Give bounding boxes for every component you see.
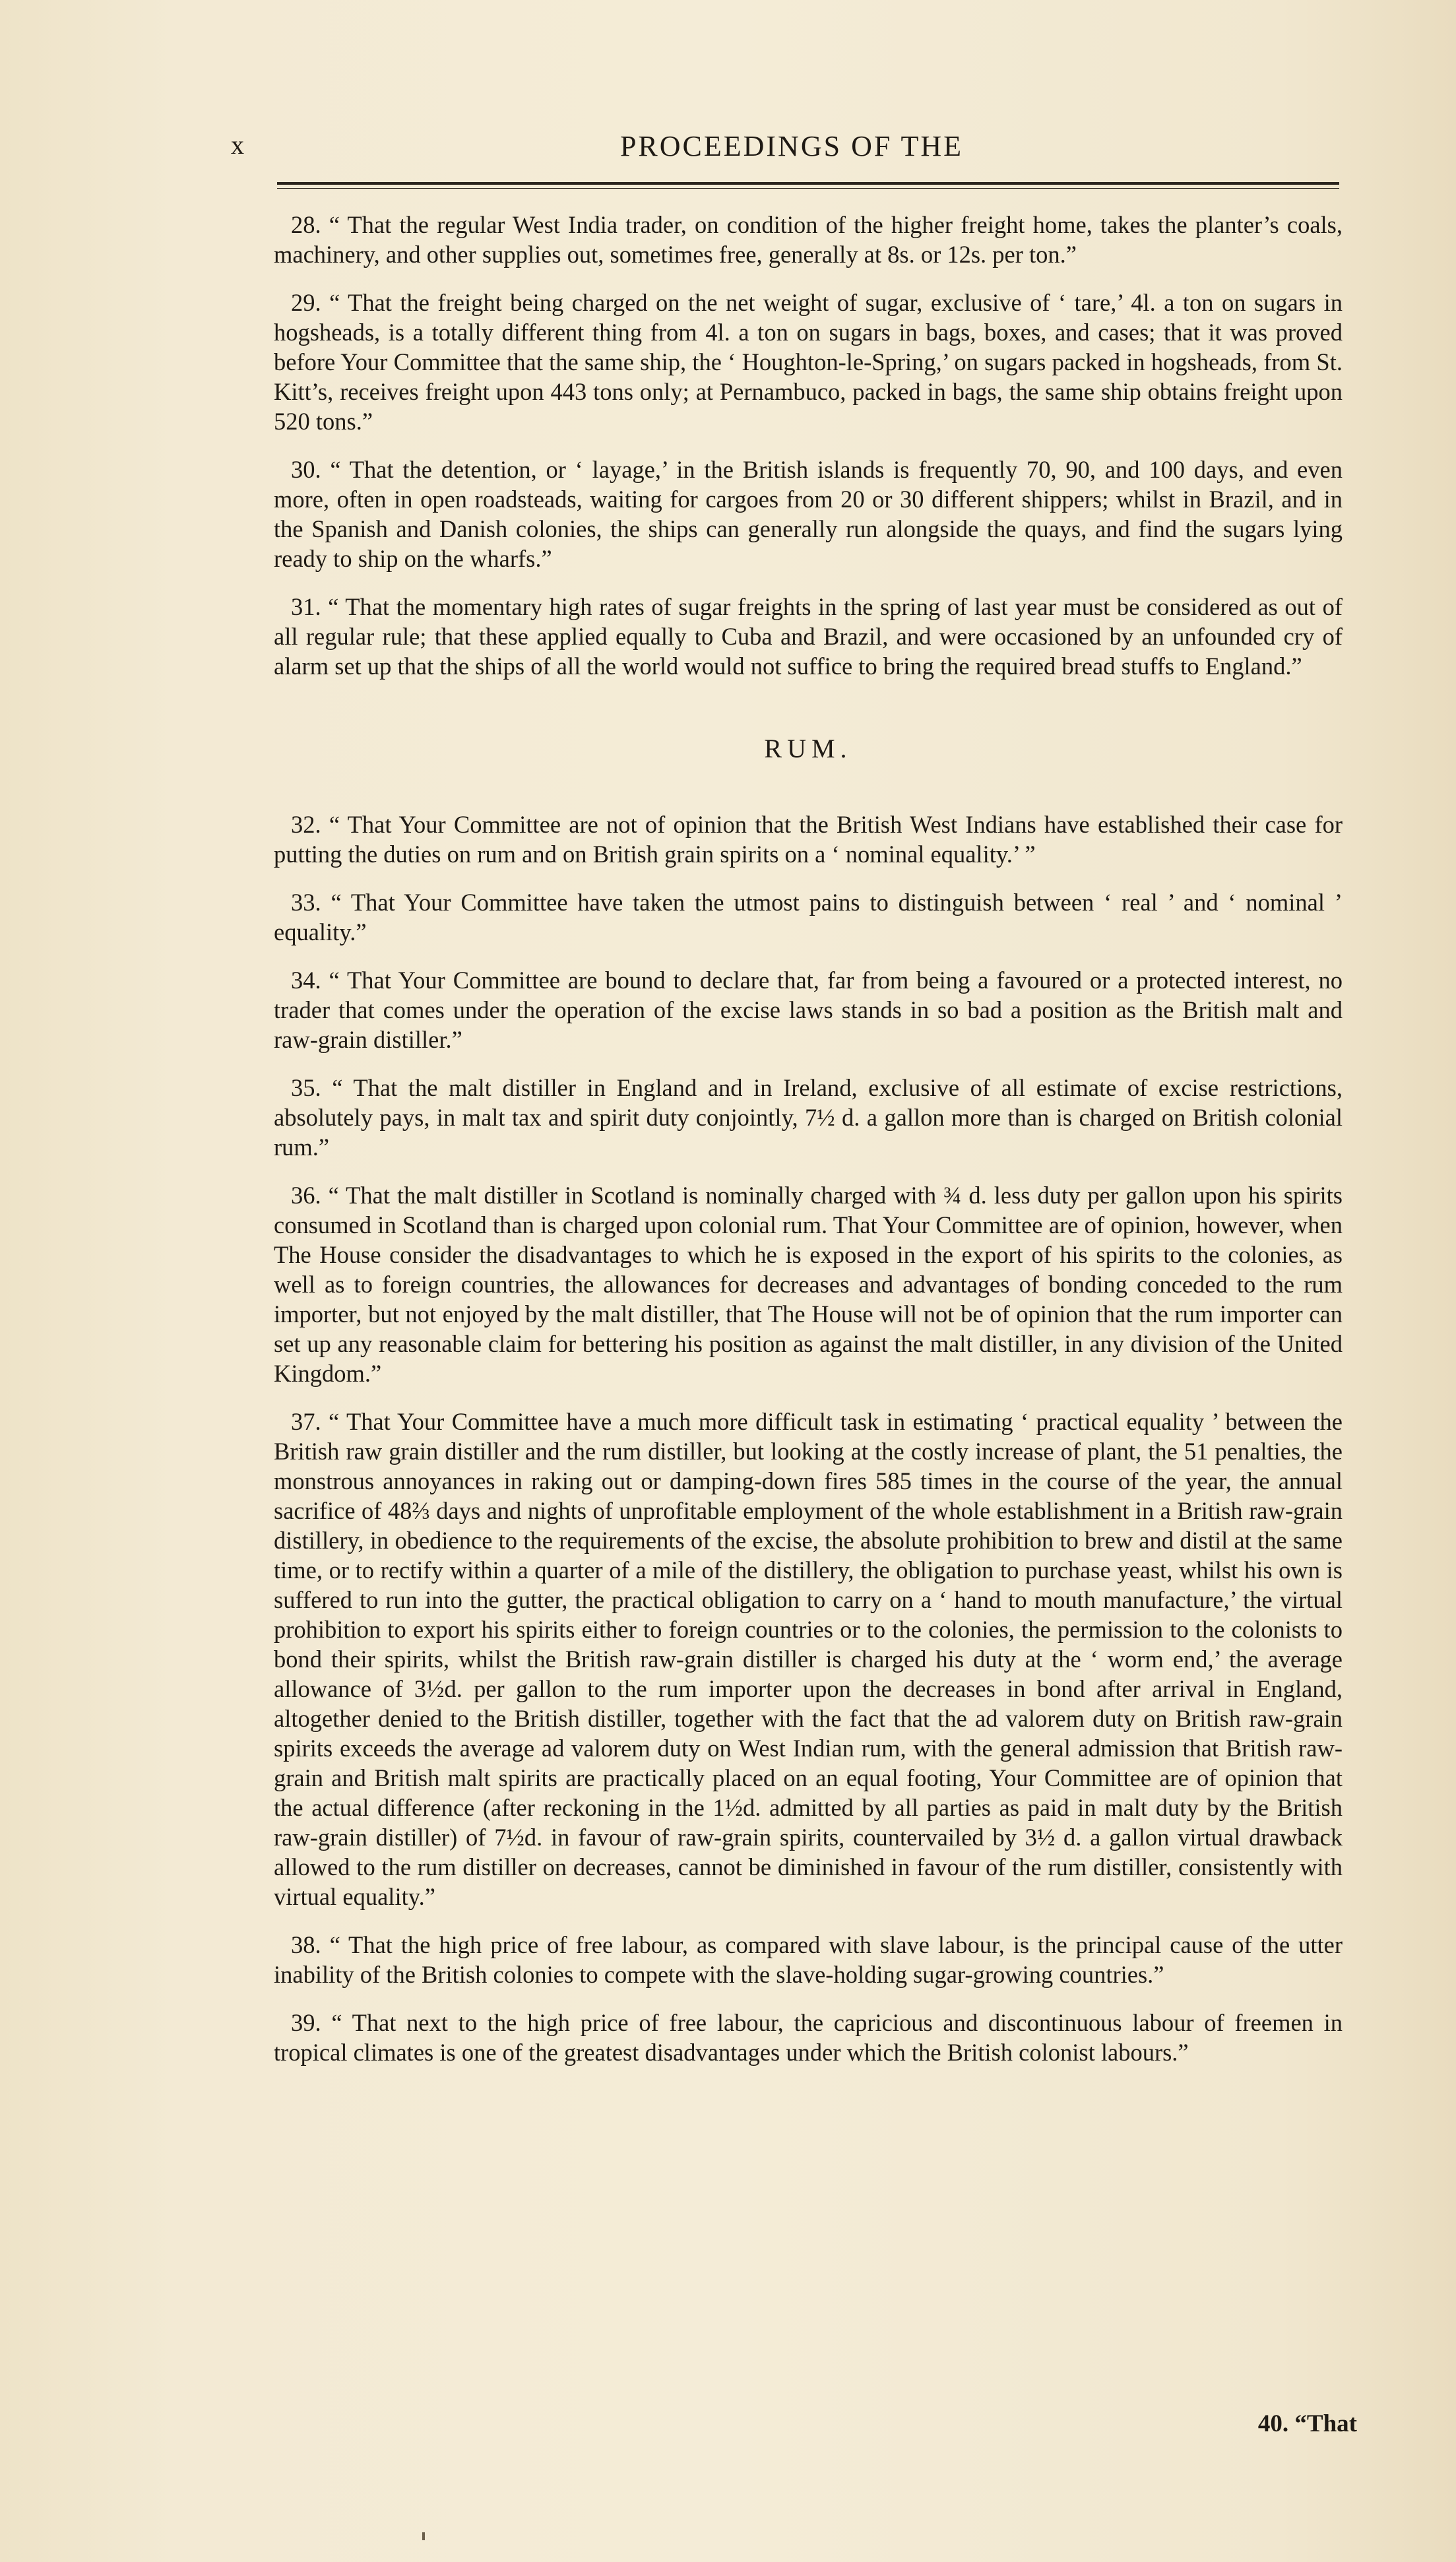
paragraph-29: 29. “ That the freight being charged on the net weight of sugar, exclusive of ‘ tare,’ 4l. a ton on sugars in hogsheads, is a totally different thing from 4l. a ton on sugars in bags, boxes, and cases; that it was proved before Your Committee that the same ship, the ‘ Houghton-le-Spring,’ on sugars packed in hogsheads, from St. Kitt’s, receives freight upon 443 tons only; at Pernambuco, packed in bags, the same ship obtains freight upon 520 tons.” (274, 289, 1343, 435)
running-head (231, 129, 1352, 176)
paragraph-33: 33. “ That Your Committee have taken the utmost pains to distinguish between ‘ real ’ and ‘ nominal ’ equality.” (274, 889, 1343, 945)
printer-mark (422, 2532, 425, 2540)
paragraph-30: 30. “ That the detention, or ‘ layage,’ in the British islands is frequently 70, 90, and 100 days, and even more, often in open roadsteads, waiting for cargoes from 20 or 30 different shippers; whilst in Brazil, and in the Spanish and Danish colonies, the ships can generally run alongside the quays, and find the sugars lying ready to ship on the wharfs.” (274, 456, 1343, 572)
paragraph-28: 28. “ That the regular West India trader, on condition of the higher freight home, takes the planter’s coals, machinery, and other supplies out, sometimes free, generally at 8s. or 12s. per ton.” (274, 211, 1343, 268)
paragraph-34: 34. “ That Your Committee are bound to declare that, far from being a favoured or a protected interest, no trader that comes under the operation of the excise laws stands in so bad a position as the British malt and raw-grain distiller.” (274, 967, 1343, 1053)
paragraph-39: 39. “ That next to the high price of free labour, the capricious and discontinuous labour of freemen in tropical climates is one of the greatest disadvantages under which the British colonist labours.” (274, 2009, 1343, 2066)
body-text (274, 210, 1343, 2086)
paragraph-36: 36. “ That the malt distiller in Scotland is nominally charged with ¾ d. less duty per gallon upon his spirits consumed in Scotland than is charged upon colonial rum. That Your Committee are of opinion, however, when The House consider the disadvantages to which he is exposed in the export of his spirits to the colonies, as well as to foreign countries, the allowances for decreases and advantages of bonding conceded to the rum importer, but not enjoyed by the malt distiller, that The House will not be of opinion that the rum importer can set up any reasonable claim for bettering his position as against the malt distiller, in any division of the United Kingdom.” (274, 1182, 1343, 1387)
paragraph-35: 35. “ That the malt distiller in England and in Ireland, exclusive of all estimate of excise restrictions, absolutely pays, in malt tax and spirit duty conjointly, 7½ d. a gallon more than is charged on British colonial rum.” (274, 1074, 1343, 1161)
paragraph-37: 37. “ That Your Committee have a much more difficult task in estimating ‘ practical equality ’ between the British raw grain distiller and the rum distiller, but looking at the costly increase of plant, the 51 penalties, the monstrous annoyances in raking out or damping-down fires 585 times in the course of the year, the annual sacrifice of 48⅔ days and nights of unprofitable employment of the whole establishment in a British raw-grain distillery, in obedience to the requirements of the excise, the absolute prohibition to brew and distil at the same time, or to rectify within a quarter of a mile of the distillery, the obligation to purchase yeast, whilst his own is suffered to run into the gutter, the practical obligation to carry on a ‘ hand to mouth manufacture,’ the virtual prohibition to export his spirits either to foreign countries or to the colonies, the permission to the colonists to bond their spirits, whilst the British raw-grain distiller is charged his duty at the ‘ worm end,’ the average allowance of 3½d. per gallon to the rum importer upon the decreases in bond after arrival in England, altogether denied to the British distiller, together with the fact that the ad valorem duty on British raw-grain spirits exceeds the average ad valorem duty on West Indian rum, with the general admission that British raw-grain and British malt spirits are practically placed on an equal footing, Your Committee are of opinion that the actual difference (after reckoning in the 1½d. admitted by all parties as paid in malt duty by the British raw-grain distiller) of 7½d. in favour of raw-grain spirits, countervailed by 3½ d. a gallon virtual drawback allowed to the rum distiller on decreases, cannot be diminished in favour of the rum distiller, consistently with virtual equality.” (274, 1408, 1343, 1910)
catchword: 40. “That (1257, 2410, 1357, 2437)
section-heading-rum: RUM. (764, 734, 852, 763)
paragraph-32: 32. “ That Your Committee are not of opinion that the British West Indians have established their case for putting the duties on rum and on British grain spirits on a ‘ nominal equality.’ ” (274, 811, 1343, 868)
paragraph-38: 38. “ That the high price of free labour, as compared with slave labour, is the principal cause of the utter inability of the British colonies to compete with the slave-holding sugar-growing countries.” (274, 1931, 1343, 1988)
page-number: x (231, 130, 245, 160)
paragraph-31: 31. “ That the momentary high rates of sugar freights in the spring of last year must be considered as out of all regular rule; that these applied equally to Cuba and Brazil, and were occasioned by an unfounded cry of alarm set up that the ships of all the world would not suffice to bring the required bread stuffs to England.” (274, 593, 1343, 680)
header-rule (277, 182, 1339, 189)
page-title: PROCEEDINGS OF THE (619, 130, 964, 162)
